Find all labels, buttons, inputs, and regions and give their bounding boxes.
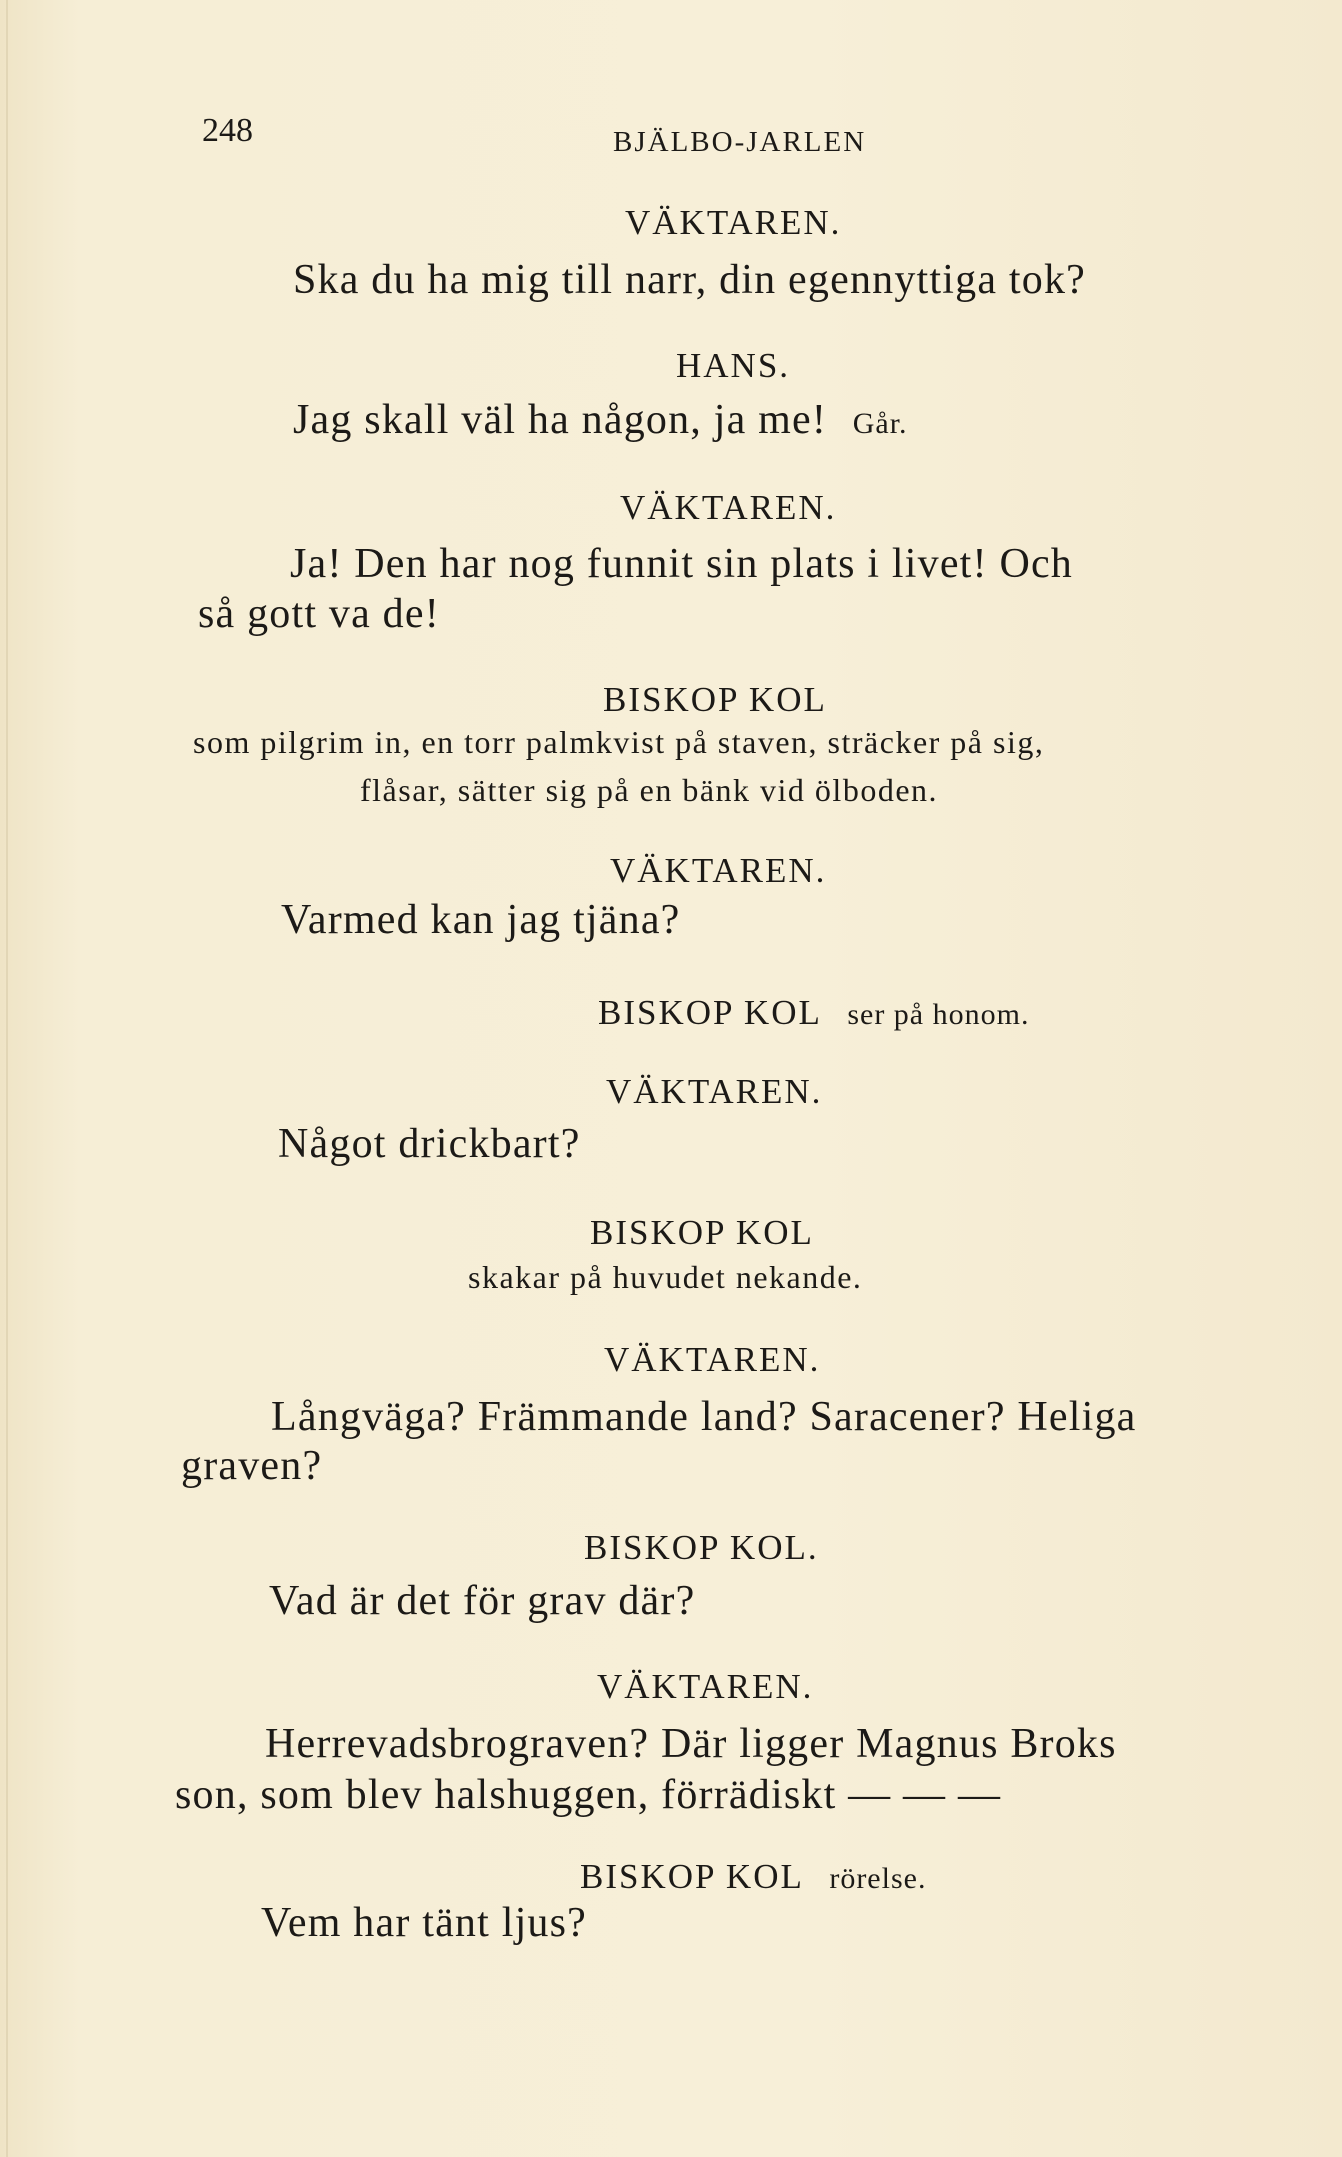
- stage-direction-line: flåsar, sätter sig på en bänk vid ölboden.: [360, 772, 939, 808]
- speaker-name: [598, 993, 1029, 1033]
- speaker-name: VÄKTAREN.: [625, 203, 842, 242]
- speaker-name: BISKOP KOL.: [584, 1528, 819, 1567]
- speaker-label: BISKOP KOL: [598, 993, 821, 1032]
- stage-direction: ser på honom.: [847, 998, 1030, 1031]
- speaker-name: BISKOP KOL: [603, 680, 827, 719]
- dialogue-line: son, som blev halshuggen, förrädiskt — — —: [175, 1772, 1002, 1818]
- dialogue-text: Jag skall väl ha någon, ja me!: [293, 397, 828, 443]
- speaker-name: BISKOP KOL: [590, 1213, 814, 1252]
- dialogue-line: graven?: [181, 1443, 323, 1489]
- speaker-label: BISKOP KOL: [580, 1857, 803, 1896]
- dialogue-line: så gott va de!: [198, 591, 440, 637]
- page-edge-shadow: [6, 0, 8, 2157]
- speaker-name: VÄKTAREN.: [597, 1667, 814, 1706]
- dialogue-line: Ska du ha mig till narr, din egennyttiga tok?: [293, 257, 1086, 303]
- speaker-name: VÄKTAREN.: [610, 851, 827, 890]
- dialogue-line: Ja! Den har nog funnit sin plats i livet! Och: [290, 541, 1074, 587]
- dialogue-line: Långväga? Främmande land? Saracener? Heliga: [271, 1394, 1137, 1440]
- running-title: BJÄLBO-JARLEN: [613, 126, 867, 158]
- dialogue-line: Herrevadsbrograven? Där ligger Magnus Broks: [265, 1721, 1117, 1767]
- stage-direction-line: skakar på huvudet nekande.: [468, 1259, 863, 1295]
- speaker-name: VÄKTAREN.: [604, 1340, 821, 1379]
- dialogue-line: Varmed kan jag tjäna?: [281, 897, 681, 943]
- dialogue-line: Vem har tänt ljus?: [261, 1900, 588, 1946]
- stage-direction-line: som pilgrim in, en torr palmkvist på staven, sträcker på sig,: [193, 724, 1045, 760]
- page-number: 248: [202, 112, 253, 149]
- speaker-name: [580, 1857, 926, 1897]
- dialogue-line: Vad är det för grav där?: [269, 1578, 696, 1624]
- dialogue-line: [293, 396, 908, 444]
- speaker-name: HANS.: [676, 346, 791, 385]
- speaker-name: VÄKTAREN.: [606, 1072, 823, 1111]
- stage-direction: Går.: [852, 407, 908, 440]
- dialogue-line: Något drickbart?: [278, 1121, 581, 1167]
- speaker-name: VÄKTAREN.: [620, 488, 837, 527]
- stage-direction: rörelse.: [829, 1862, 927, 1895]
